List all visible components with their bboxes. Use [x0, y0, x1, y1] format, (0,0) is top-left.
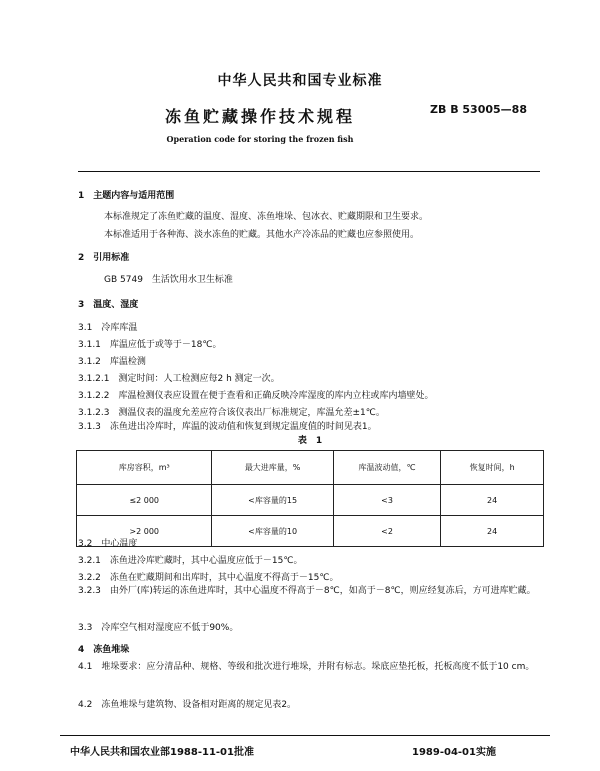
clause-3-2-3: 3.2.3 由外厂(库)转运的冻鱼进库时，其中心温度不得高于－8℃，如高于－8℃，则应经复冻后，方可进库贮藏。 — [78, 586, 536, 596]
clause-3-1-2-3: 3.1.2.3 测温仪表的温度允差应符合该仪表出厂标准规定，库温允差±1℃。 — [78, 408, 385, 418]
clause-3-1-3: 3.1.3 冻鱼进出冷库时，库温的波动值和恢复到规定温度值的时间见表1。 — [78, 419, 377, 432]
section-1-heading: 1 主题内容与适用范围 — [78, 191, 175, 201]
clause-3-1-2-1: 3.1.2.1 测定时间：人工检测应每2 h 测定一次。 — [78, 374, 280, 384]
effective-date: 1989-04-01实施 — [412, 747, 496, 758]
table-cell: 24 — [441, 485, 544, 516]
header-rule — [78, 171, 540, 172]
table-cell: 24 — [441, 516, 544, 547]
english-title: Operation code for storing the frozen fish — [166, 134, 354, 144]
standard-code: ZB B 53005—88 — [430, 103, 527, 116]
publisher-title: 中华人民共和国专业标准 — [217, 73, 383, 89]
table-cell: <库容量的10 — [212, 516, 333, 547]
section-3-heading: 3 温度、湿度 — [78, 300, 139, 310]
clause-3-1-1: 3.1.1 库温应低于或等于－18℃。 — [78, 340, 222, 350]
clause-3-2-1: 3.2.1 冻鱼进冷库贮藏时，其中心温度应低于－15℃。 — [78, 556, 303, 566]
section-4-heading: 4 冻鱼堆垛 — [78, 645, 130, 655]
table-header-cell: 库房容积，m³ — [77, 451, 212, 485]
table-cell: <2 — [333, 516, 440, 547]
clause-3-1: 3.1 冷库库温 — [78, 323, 138, 333]
section-1-paragraph-1: 本标准规定了冻鱼贮藏的温度、湿度、冻鱼堆垛、包冰衣、贮藏期限和卫生要求。 — [104, 212, 429, 222]
clause-3-2: 3.2 中心温度 — [78, 539, 138, 549]
table-cell: <3 — [333, 485, 440, 516]
table-header-cell: 恢复时间，h — [441, 451, 544, 485]
table-row — [77, 485, 544, 516]
clause-3-1-2-2: 3.1.2.2 库温检测仪表应设置在便于查看和正确反映冷库湿度的库内立柱或库内墙壁处。 — [78, 391, 434, 401]
section-1-paragraph-2: 本标准适用于各种海、淡水冻鱼的贮藏。其他水产冷冻品的贮藏也应参照使用。 — [104, 230, 420, 240]
table-header-cell: 库温波动值，℃ — [333, 451, 440, 485]
approval-info: 中华人民共和国农业部1988-11-01批准 — [70, 747, 254, 758]
clause-3-2-2: 3.2.2 冻鱼在贮藏期间和出库时，其中心温度不得高于－15℃。 — [78, 573, 339, 583]
table-header-row — [77, 451, 544, 485]
section-2-reference: GB 5749 生活饮用水卫生标准 — [104, 275, 233, 285]
clause-4-1: 4.1 堆垛要求：应分清品种、规格、等级和批次进行堆垛，并附有标志。垛底应垫托板，托板高度不低于10 cm。 — [78, 662, 535, 672]
table-1 — [76, 450, 544, 547]
table-cell: ≤2 000 — [77, 485, 212, 516]
clause-4-2: 4.2 冻鱼堆垛与建筑物、设备相对距离的规定见表2。 — [78, 700, 297, 710]
clause-3-3: 3.3 冷库空气相对湿度应不低于90%。 — [78, 623, 239, 633]
table-header-cell: 最大进库量，% — [212, 451, 333, 485]
standard-title: 冻鱼贮藏操作技术规程 — [164, 107, 355, 126]
section-2-heading: 2 引用标准 — [78, 253, 130, 263]
table-row — [77, 516, 544, 547]
table-1-caption: 表 1 — [297, 436, 323, 446]
table-cell: <库容量的15 — [212, 485, 333, 516]
footer-rule — [60, 735, 550, 736]
table-cell: >2 000 — [77, 516, 212, 547]
clause-3-1-2: 3.1.2 库温检测 — [78, 357, 146, 367]
